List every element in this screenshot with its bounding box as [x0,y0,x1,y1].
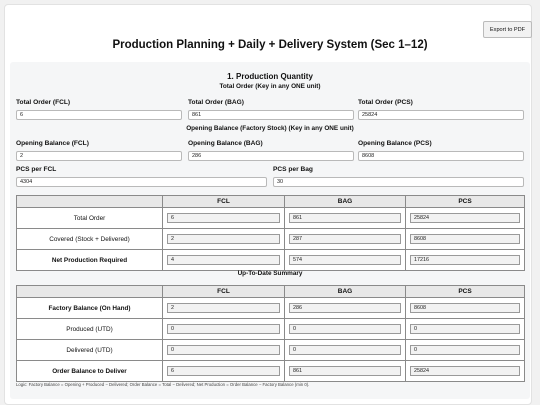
total-order-bag-cell: 861 [289,213,401,223]
covered-bag-cell: 287 [289,234,401,244]
order-balance-fcl-cell: 6 [167,366,280,376]
table-row-covered [17,229,525,250]
pcs-per-fcl-input[interactable]: 4304 [16,177,267,187]
table-row-factory-balance [17,298,525,319]
total-order-heading: Total Order (Key in any ONE unit) [219,83,321,90]
table-header-fcl: FCL [163,286,285,298]
row-label: Net Production Required [17,250,163,271]
row-label: Factory Balance (On Hand) [17,298,163,319]
opening-balance-heading: Opening Balance (Factory Stock) (Key in any ONE unit) [186,125,354,132]
factory-balance-pcs-cell: 8608 [410,303,520,313]
order-balance-pcs-cell: 25824 [410,366,520,376]
delivered-bag-cell: 0 [289,345,401,355]
table-row-net-production [17,250,525,271]
pcs-per-fcl-label: PCS per FCL [16,166,57,173]
net-production-fcl-cell: 4 [167,255,280,265]
total-order-pcs-cell: 25824 [410,213,520,223]
row-label: Delivered (UTD) [17,340,163,361]
table-header-bag: BAG [285,196,406,208]
opening-bag-input[interactable]: 286 [188,151,354,161]
factory-balance-bag-cell: 286 [289,303,401,313]
total-order-fcl-cell: 6 [167,213,280,223]
pcs-per-bag-input[interactable]: 30 [273,177,524,187]
produced-fcl-cell: 0 [167,324,280,334]
table-header-row [17,196,525,208]
table-header-blank [17,286,163,298]
opening-pcs-input[interactable]: 8608 [358,151,524,161]
production-quantity-table [16,195,525,271]
table-row-order-balance [17,361,525,382]
covered-pcs-cell: 8608 [410,234,520,244]
row-label: Order Balance to Deliver [17,361,163,382]
summary-table [16,285,525,382]
table-header-bag: BAG [285,286,406,298]
delivered-fcl-cell: 0 [167,345,280,355]
total-order-fcl-input[interactable]: 6 [16,110,182,120]
table-header-pcs: PCS [406,286,525,298]
table-row-produced [17,319,525,340]
produced-pcs-cell: 0 [410,324,520,334]
logic-footnote: Logic: Factory Balance = Opening + Produced − Delivered; Order Balance = Total − Delivered; Net Production = Order Balance − Factory Balance (min 0). [16,382,310,387]
covered-fcl-cell: 2 [167,234,280,244]
order-balance-bag-cell: 861 [289,366,401,376]
net-production-pcs-cell: 17216 [410,255,520,265]
delivered-pcs-cell: 0 [410,345,520,355]
export-pdf-button[interactable]: Export to PDF [483,21,532,38]
total-order-pcs-input[interactable]: 25824 [358,110,524,120]
total-order-bag-label: Total Order (BAG) [188,99,244,106]
net-production-bag-cell: 574 [289,255,401,265]
table-row-total-order [17,208,525,229]
opening-pcs-label: Opening Balance (PCS) [358,140,432,147]
factory-balance-fcl-cell: 2 [167,303,280,313]
row-label: Covered (Stock + Delivered) [17,229,163,250]
page-title: Production Planning + Daily + Delivery System (Sec 1–12) [112,39,428,51]
section-title: 1. Production Quantity [227,72,313,81]
table-header-fcl: FCL [163,196,285,208]
row-label: Total Order [17,208,163,229]
summary-title: Up-To-Date Summary [237,270,303,277]
total-order-fcl-label: Total Order (FCL) [16,99,71,106]
table-header-pcs: PCS [406,196,525,208]
pcs-per-bag-label: PCS per Bag [273,166,313,173]
row-label: Produced (UTD) [17,319,163,340]
table-row-delivered [17,340,525,361]
opening-fcl-input[interactable]: 2 [16,151,182,161]
table-header-blank [17,196,163,208]
total-order-bag-input[interactable]: 861 [188,110,354,120]
table-header-row [17,286,525,298]
opening-bag-label: Opening Balance (BAG) [188,140,263,147]
produced-bag-cell: 0 [289,324,401,334]
total-order-pcs-label: Total Order (PCS) [358,99,413,106]
opening-fcl-label: Opening Balance (FCL) [16,140,89,147]
